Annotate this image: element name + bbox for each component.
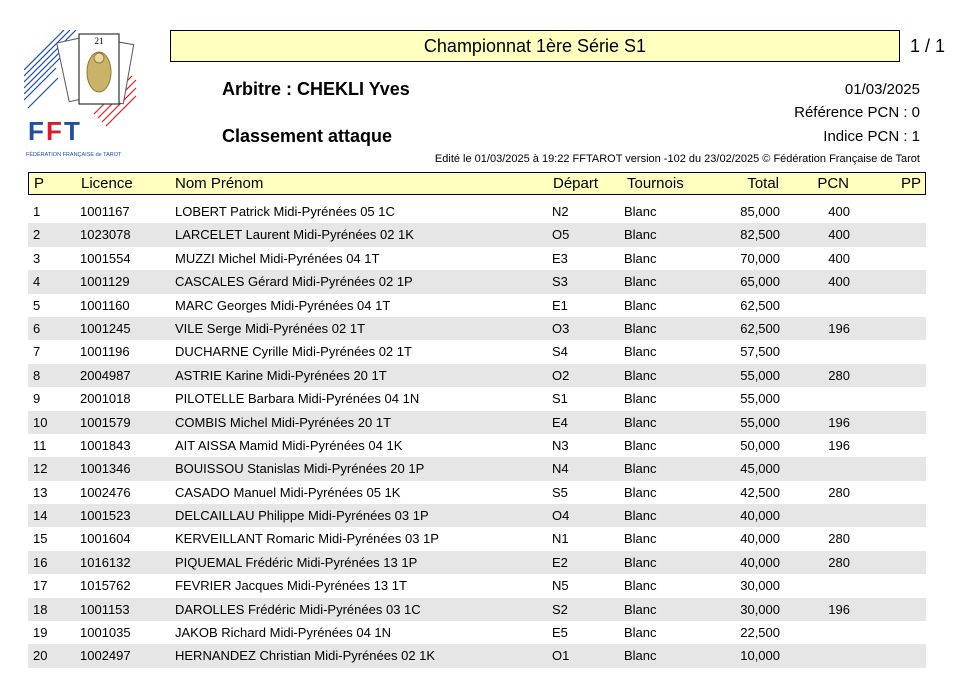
depart-cell: S2 bbox=[552, 601, 568, 617]
rank-cell: 4 bbox=[33, 274, 41, 290]
rank-cell: 17 bbox=[33, 578, 48, 594]
total-cell: 40,000 bbox=[740, 508, 780, 524]
pcn-cell: 400 bbox=[828, 274, 850, 290]
tournois-cell: Blanc bbox=[624, 531, 657, 547]
tournois-cell: Blanc bbox=[624, 204, 657, 219]
tournois-cell: Blanc bbox=[624, 367, 657, 383]
svg-text:F: F bbox=[46, 116, 62, 146]
svg-text:FÉDÉRATION FRANÇAISE de TAROT: FÉDÉRATION FRANÇAISE de TAROT bbox=[26, 152, 122, 158]
depart-cell: S1 bbox=[552, 391, 568, 407]
total-cell: 82,500 bbox=[740, 227, 780, 243]
table-row bbox=[28, 294, 926, 317]
table-row bbox=[28, 481, 926, 504]
report-date: 01/03/2025 bbox=[844, 81, 920, 98]
tournois-cell: Blanc bbox=[624, 648, 657, 664]
page-title: Championnat 1ère Série S1 bbox=[170, 30, 900, 62]
tournois-cell: Blanc bbox=[624, 274, 657, 290]
total-cell: 40,000 bbox=[740, 554, 780, 570]
table-row bbox=[28, 270, 926, 293]
column-header-pcn: PCN bbox=[817, 175, 849, 192]
tournois-cell: Blanc bbox=[624, 250, 657, 266]
licence-cell: 1001245 bbox=[80, 320, 131, 336]
licence-cell: 1001160 bbox=[80, 297, 130, 313]
reference-pcn: Référence PCN : 0 bbox=[794, 104, 920, 121]
depart-cell: N5 bbox=[552, 578, 569, 594]
total-cell: 45,000 bbox=[740, 461, 780, 477]
name-cell: MUZZI Michel Midi-Pyrénées 04 1T bbox=[175, 250, 380, 266]
name-cell: VILE Serge Midi-Pyrénées 02 1T bbox=[175, 320, 366, 336]
name-cell: LOBERT Patrick Midi-Pyrénées 05 1C bbox=[175, 204, 395, 219]
licence-cell: 1001579 bbox=[80, 414, 131, 430]
licence-cell: 2001018 bbox=[80, 391, 131, 407]
total-cell: 30,000 bbox=[740, 601, 780, 617]
pcn-cell: 196 bbox=[828, 414, 850, 430]
rank-cell: 2 bbox=[33, 227, 41, 243]
licence-cell: 1001196 bbox=[80, 344, 130, 360]
rank-cell: 1 bbox=[33, 204, 41, 219]
licence-cell: 1002476 bbox=[80, 484, 131, 500]
total-cell: 62,500 bbox=[740, 320, 780, 336]
total-cell: 65,000 bbox=[740, 274, 780, 290]
table-row bbox=[28, 527, 926, 550]
tournois-cell: Blanc bbox=[624, 297, 657, 313]
name-cell: LARCELET Laurent Midi-Pyrénées 02 1K bbox=[175, 227, 414, 243]
licence-cell: 1001554 bbox=[80, 250, 131, 266]
table-row bbox=[28, 574, 926, 597]
depart-cell: O1 bbox=[552, 648, 570, 664]
total-cell: 57,500 bbox=[740, 344, 780, 360]
depart-cell: S4 bbox=[552, 344, 568, 360]
rank-cell: 6 bbox=[33, 320, 41, 336]
depart-cell: N2 bbox=[552, 204, 569, 219]
pcn-cell: 400 bbox=[828, 227, 850, 243]
column-header-total: Total bbox=[747, 175, 779, 192]
rank-cell: 8 bbox=[33, 367, 41, 383]
total-cell: 42,500 bbox=[740, 484, 780, 500]
name-cell: DAROLLES Frédéric Midi-Pyrénées 03 1C bbox=[175, 601, 421, 617]
depart-cell: E4 bbox=[552, 414, 568, 430]
total-cell: 62,500 bbox=[740, 297, 780, 313]
depart-cell: S3 bbox=[552, 274, 568, 290]
pcn-cell: 400 bbox=[828, 250, 850, 266]
pcn-cell: 280 bbox=[828, 484, 850, 500]
table-row bbox=[28, 457, 926, 480]
total-cell: 55,000 bbox=[740, 414, 780, 430]
total-cell: 70,000 bbox=[740, 250, 780, 266]
pcn-cell: 280 bbox=[828, 367, 850, 383]
rank-cell: 3 bbox=[33, 250, 41, 266]
tournois-cell: Blanc bbox=[624, 461, 657, 477]
pcn-cell: 196 bbox=[828, 437, 850, 453]
depart-cell: N1 bbox=[552, 531, 569, 547]
name-cell: PIQUEMAL Frédéric Midi-Pyrénées 13 1P bbox=[175, 554, 418, 570]
tournois-cell: Blanc bbox=[624, 578, 657, 594]
licence-cell: 2004987 bbox=[80, 367, 131, 383]
name-cell: KERVEILLANT Romaric Midi-Pyrénées 03 1P bbox=[175, 531, 439, 547]
depart-cell: O5 bbox=[552, 227, 570, 243]
depart-cell: O4 bbox=[552, 508, 570, 524]
column-header-depart: Départ bbox=[553, 175, 599, 192]
licence-cell: 1016132 bbox=[80, 554, 131, 570]
tournois-cell: Blanc bbox=[624, 484, 657, 500]
total-cell: 10,000 bbox=[740, 648, 780, 664]
tournois-cell: Blanc bbox=[624, 391, 657, 407]
depart-cell: N4 bbox=[552, 461, 569, 477]
licence-cell: 1001523 bbox=[80, 508, 131, 524]
depart-cell: E3 bbox=[552, 250, 568, 266]
rank-cell: 20 bbox=[33, 648, 48, 664]
column-header-pp: PP bbox=[900, 175, 921, 192]
depart-cell: E2 bbox=[552, 554, 568, 570]
name-cell: PILOTELLE Barbara Midi-Pyrénées 04 1N bbox=[175, 391, 420, 407]
rank-cell: 13 bbox=[33, 484, 48, 500]
pcn-cell: 280 bbox=[828, 554, 850, 570]
rank-cell: 12 bbox=[33, 461, 48, 477]
pcn-cell: 400 bbox=[828, 204, 850, 219]
edition-footer: Edité le 01/03/2025 à 19:22 FFTAROT version -102 du 23/02/2025 © Fédération Française de Tarot bbox=[434, 153, 920, 165]
total-cell: 22,500 bbox=[740, 625, 780, 641]
name-cell: HERNANDEZ Christian Midi-Pyrénées 02 1K bbox=[175, 648, 436, 664]
table-row bbox=[28, 621, 926, 644]
licence-cell: 1015762 bbox=[80, 578, 131, 594]
depart-cell: N3 bbox=[552, 437, 569, 453]
rank-cell: 16 bbox=[33, 554, 48, 570]
pcn-cell: 280 bbox=[828, 531, 850, 547]
rank-cell: 14 bbox=[33, 508, 48, 524]
tournois-cell: Blanc bbox=[624, 554, 657, 570]
tarot-card-logo-icon bbox=[24, 30, 138, 162]
name-cell: CASADO Manuel Midi-Pyrénées 05 1K bbox=[175, 484, 401, 500]
tournois-cell: Blanc bbox=[624, 320, 657, 336]
licence-cell: 1001346 bbox=[80, 461, 131, 477]
licence-cell: 1001129 bbox=[80, 274, 130, 290]
rank-cell: 7 bbox=[33, 344, 41, 360]
column-header-tournois: Tournois bbox=[627, 175, 684, 192]
name-cell: DELCAILLAU Philippe Midi-Pyrénées 03 1P bbox=[175, 508, 429, 524]
column-header-p: P bbox=[34, 175, 45, 192]
rank-cell: 15 bbox=[33, 531, 48, 547]
name-cell: FEVRIER Jacques Midi-Pyrénées 13 1T bbox=[175, 578, 407, 594]
page-number: 1 / 1 bbox=[910, 36, 946, 56]
table-row bbox=[28, 317, 926, 340]
name-cell: AIT AISSA Mamid Midi-Pyrénées 04 1K bbox=[175, 437, 403, 453]
tournois-cell: Blanc bbox=[624, 437, 657, 453]
name-cell: COMBIS Michel Midi-Pyrénées 20 1T bbox=[175, 414, 392, 430]
name-cell: CASCALES Gérard Midi-Pyrénées 02 1P bbox=[175, 274, 413, 290]
rank-cell: 10 bbox=[33, 414, 48, 430]
svg-text:F: F bbox=[28, 116, 44, 146]
rank-cell: 19 bbox=[33, 625, 48, 641]
table-row bbox=[28, 644, 926, 667]
name-cell: DUCHARNE Cyrille Midi-Pyrénées 02 1T bbox=[175, 344, 412, 360]
depart-cell: O2 bbox=[552, 367, 570, 383]
depart-cell: S5 bbox=[552, 484, 568, 500]
column-header-licence: Licence bbox=[81, 175, 133, 192]
licence-cell: 1001604 bbox=[80, 531, 131, 547]
table-row bbox=[28, 598, 926, 621]
table-row bbox=[28, 364, 926, 387]
indice-pcn: Indice PCN : 1 bbox=[823, 128, 920, 145]
licence-cell: 1001843 bbox=[80, 437, 131, 453]
tournois-cell: Blanc bbox=[624, 601, 657, 617]
table-row bbox=[28, 551, 926, 574]
classement-title: Classement attaque bbox=[222, 126, 393, 146]
total-cell: 85,000 bbox=[740, 204, 780, 219]
fft-logo bbox=[24, 30, 138, 162]
table-header bbox=[28, 172, 926, 195]
licence-cell: 1001035 bbox=[80, 625, 131, 641]
svg-text:21: 21 bbox=[94, 36, 104, 46]
table-row bbox=[28, 504, 926, 527]
tournois-cell: Blanc bbox=[624, 414, 657, 430]
svg-text:T: T bbox=[64, 116, 80, 146]
table-row bbox=[28, 223, 926, 246]
pcn-cell: 196 bbox=[828, 320, 850, 336]
licence-cell: 1002497 bbox=[80, 648, 131, 664]
table-row bbox=[28, 340, 926, 363]
depart-cell: E1 bbox=[552, 297, 568, 313]
name-cell: ASTRIE Karine Midi-Pyrénées 20 1T bbox=[175, 367, 387, 383]
table-row bbox=[28, 247, 926, 270]
tournois-cell: Blanc bbox=[624, 625, 657, 641]
rank-cell: 5 bbox=[33, 297, 41, 313]
table-row bbox=[28, 200, 926, 223]
table-row bbox=[28, 434, 926, 457]
arbitre-label: Arbitre : CHEKLI Yves bbox=[222, 79, 410, 99]
ranking-table bbox=[28, 200, 926, 668]
tournois-cell: Blanc bbox=[624, 227, 657, 243]
total-cell: 30,000 bbox=[740, 578, 780, 594]
pcn-cell: 196 bbox=[828, 601, 850, 617]
total-cell: 55,000 bbox=[740, 391, 780, 407]
tournois-cell: Blanc bbox=[624, 508, 657, 524]
licence-cell: 1023078 bbox=[80, 227, 131, 243]
rank-cell: 11 bbox=[33, 437, 47, 453]
table-row bbox=[28, 387, 926, 410]
rank-cell: 18 bbox=[33, 601, 48, 617]
licence-cell: 1001153 bbox=[80, 601, 130, 617]
depart-cell: O3 bbox=[552, 320, 570, 336]
total-cell: 55,000 bbox=[740, 367, 780, 383]
tournois-cell: Blanc bbox=[624, 344, 657, 360]
name-cell: BOUISSOU Stanislas Midi-Pyrénées 20 1P bbox=[175, 461, 425, 477]
depart-cell: E5 bbox=[552, 625, 568, 641]
name-cell: MARC Georges Midi-Pyrénées 04 1T bbox=[175, 297, 391, 313]
table-row bbox=[28, 411, 926, 434]
licence-cell: 1001167 bbox=[80, 204, 130, 219]
total-cell: 40,000 bbox=[740, 531, 780, 547]
rank-cell: 9 bbox=[33, 391, 41, 407]
column-header-nom: Nom Prénom bbox=[175, 175, 264, 192]
name-cell: JAKOB Richard Midi-Pyrénées 04 1N bbox=[175, 625, 392, 641]
total-cell: 50,000 bbox=[740, 437, 780, 453]
